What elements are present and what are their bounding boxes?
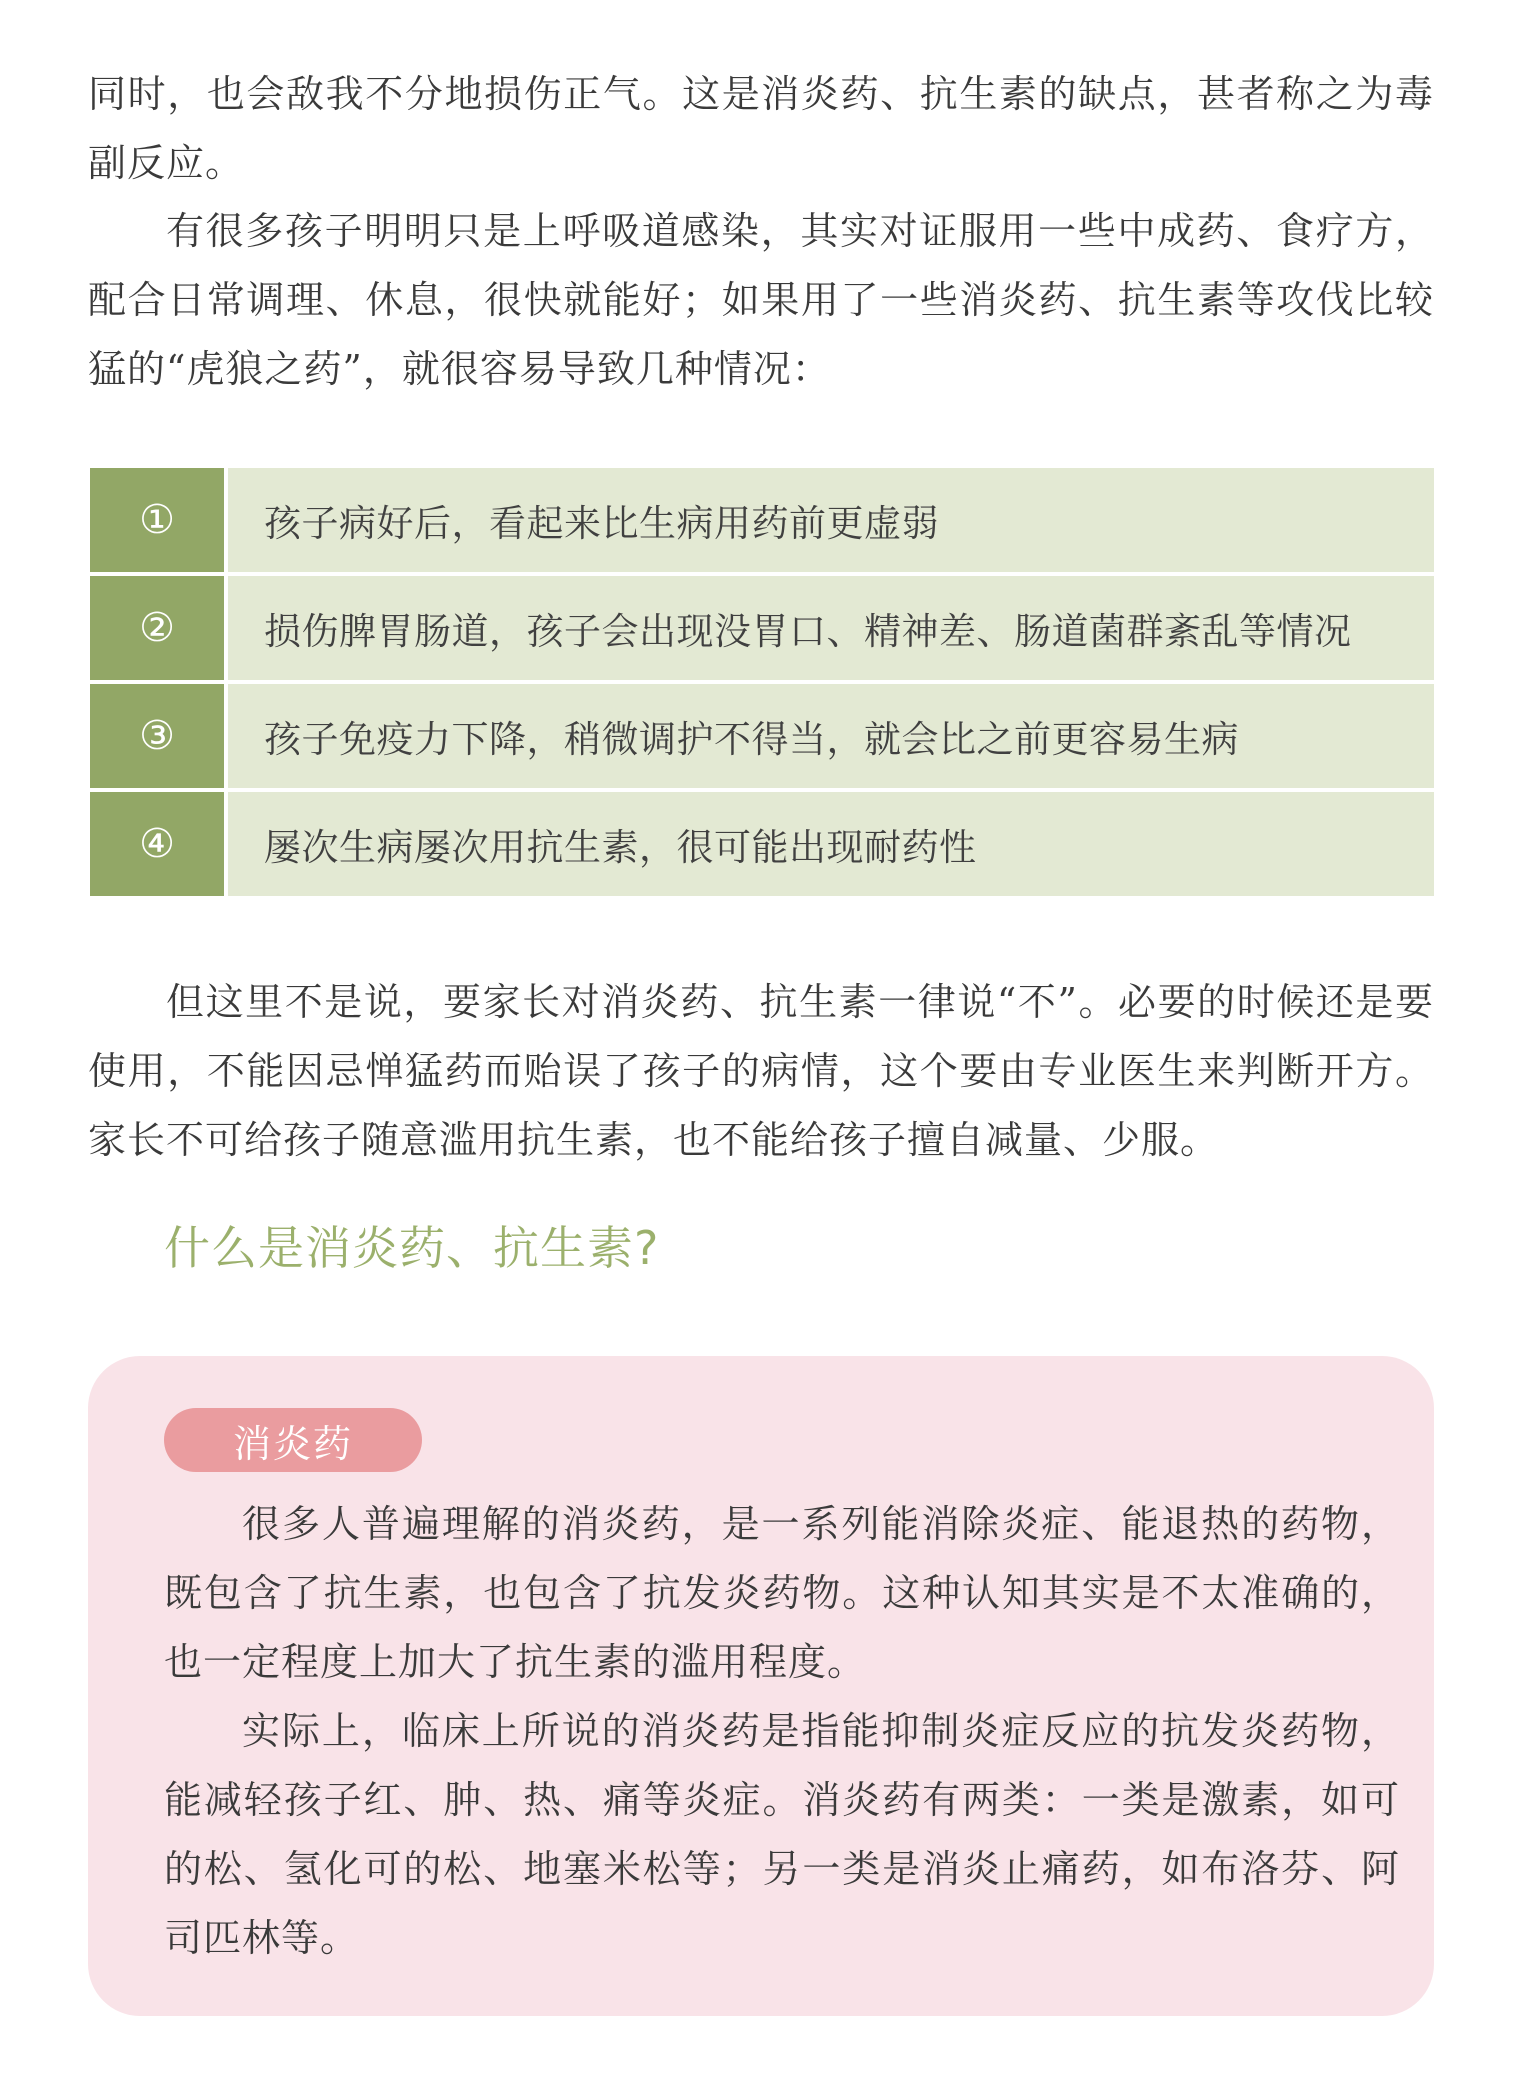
info-box (88, 1356, 1434, 2016)
table-row (90, 792, 1434, 896)
box-paragraph-1: 很多人普遍理解的消炎药，是一系列能消除炎症、能退热的药物，既包含了抗生素，也包含了抗发炎药物。这种认知其实是不太准确的，也一定程度上加大了抗生素的滥用程度。 (164, 1502, 1400, 1684)
box-paragraph-2: 实际上，临床上所说的消炎药是指能抑制炎症反应的抗发炎药物，能减轻孩子红、肿、热、痛等炎症。消炎药有两类：一类是激素，如可的松、氢化可的松、地塞米松等；另一类是消炎止痛药，如布洛芬、阿司匹林等。 (164, 1709, 1400, 1960)
box-tag: 消炎药 (164, 1408, 422, 1472)
table-row (90, 576, 1434, 680)
table-row (90, 684, 1434, 788)
row-text: 孩子免疫力下降，稍微调护不得当，就会比之前更容易生病 (228, 684, 1434, 788)
row-number: ② (90, 576, 224, 680)
row-number: ① (90, 468, 224, 572)
row-text: 屡次生病屡次用抗生素，很可能出现耐药性 (228, 792, 1434, 896)
intro-paragraph-1: 同时，也会敌我不分地损伤正气。这是消炎药、抗生素的缺点，甚者称之为毒副反应。 (88, 72, 1434, 185)
row-number: ③ (90, 684, 224, 788)
intro-paragraph-2: 有很多孩子明明只是上呼吸道感染，其实对证服用一些中成药、食疗方，配合日常调理、休息，很快就能好；如果用了一些消炎药、抗生素等攻伐比较猛的“虎狼之药”，就很容易导致几种情况： (88, 209, 1434, 391)
row-number: ④ (90, 792, 224, 896)
table-row (90, 468, 1434, 572)
section-heading: 什么是消炎药、抗生素? (164, 1221, 660, 1275)
after-table-paragraph: 但这里不是说，要家长对消炎药、抗生素一律说“不”。必要的时候还是要使用，不能因忌惮猛药而贻误了孩子的病情，这个要由专业医生来判断开方。家长不可给孩子随意滥用抗生素，也不能给孩子擅自减量、少服。 (88, 980, 1434, 1162)
row-text: 孩子病好后，看起来比生病用药前更虚弱 (228, 468, 1434, 572)
row-text: 损伤脾胃肠道，孩子会出现没胃口、精神差、肠道菌群紊乱等情况 (228, 576, 1434, 680)
situations-table (90, 468, 1434, 900)
